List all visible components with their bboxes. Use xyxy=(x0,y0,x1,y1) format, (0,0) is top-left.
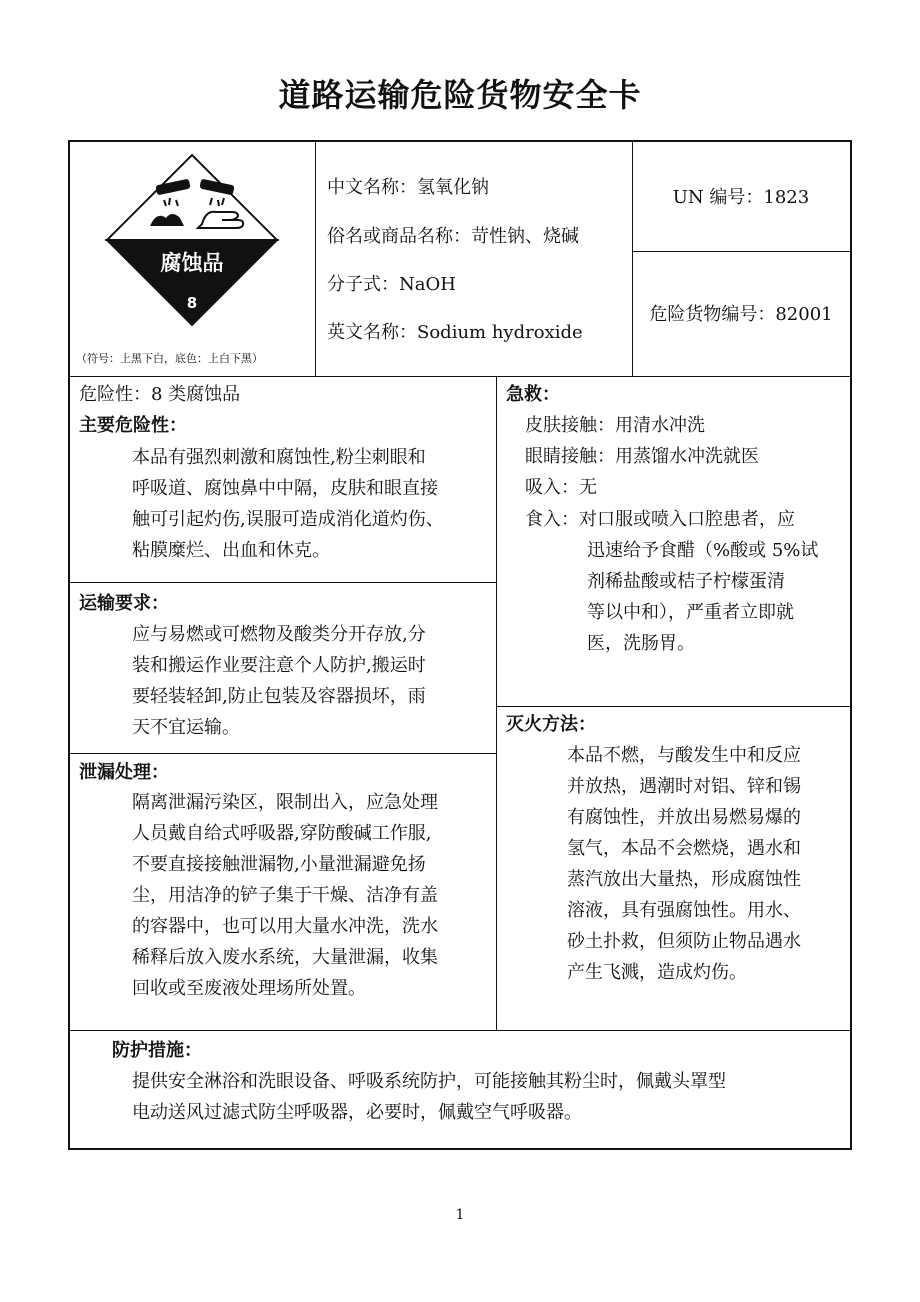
text-line: 回收或至废液处理场所处置。 xyxy=(132,978,366,999)
text-line: 蒸汽放出大量热，形成腐蚀性 xyxy=(567,869,801,890)
symbol-label: 腐蚀品 xyxy=(160,251,224,275)
code-divider xyxy=(632,142,633,376)
code-row-divider xyxy=(632,251,850,252)
safety-card xyxy=(68,140,852,1150)
dangerous-goods-number: 危险货物编号：82001 xyxy=(649,304,833,325)
text-line: 隔离泄漏污染区，限制出入，应急处理 xyxy=(132,792,438,813)
protection-text xyxy=(132,1066,726,1128)
text-line: 本品有强烈刺激和腐蚀性,粉尘刺眼和 xyxy=(132,447,426,468)
chinese-name: 中文名称：氢氧化钠 xyxy=(327,177,489,198)
first-aid-label: 急救： xyxy=(506,384,560,405)
transport-leak-divider xyxy=(70,753,496,754)
text-line: 尘，用洁净的铲子集于干燥、洁净有盖 xyxy=(132,885,438,906)
text-line: 电动送风过滤式防尘呼吸器，必要时，佩戴空气呼吸器。 xyxy=(132,1102,582,1123)
main-hazard-label: 主要危险性： xyxy=(79,415,187,436)
symbol-class-number: 8 xyxy=(186,294,198,312)
text-line: 要轻装轻卸,防止包装及容器损坏，雨 xyxy=(132,686,426,707)
leak-label: 泄漏处理： xyxy=(79,762,169,783)
text-line: 呼吸道、腐蚀鼻中中隔，皮肤和眼直接 xyxy=(132,478,438,499)
header-divider xyxy=(70,376,850,377)
skin-contact: 皮肤接触：用清水冲洗 xyxy=(525,415,705,436)
symbol-caption: （符号：上黑下白，底色：上白下黑） xyxy=(76,352,263,365)
inhalation: 吸入：无 xyxy=(525,477,597,498)
un-number: UN 编号：1823 xyxy=(672,187,810,208)
diamond-top-white xyxy=(107,155,277,240)
text-line: 人员戴自给式呼吸器,穿防酸碱工作服, xyxy=(132,823,432,844)
text-line: 触可引起灼伤,误服可造成消化道灼伤、 xyxy=(132,509,444,530)
transport-text xyxy=(132,619,426,743)
main-hazard-text xyxy=(132,442,444,566)
protection-label: 防护措施： xyxy=(112,1040,202,1061)
eye-contact: 眼睛接触：用蒸馏水冲洗就医 xyxy=(525,446,759,467)
hazard-class-line: 危险性：8 类腐蚀品 xyxy=(79,384,241,405)
text-line: 有腐蚀性，并放出易燃易爆的 xyxy=(567,807,801,828)
symbol-divider xyxy=(315,142,316,376)
page-number: 1 xyxy=(455,1207,465,1223)
text-line: 不要直接接触泄漏物,小量泄漏避免扬 xyxy=(132,854,426,875)
text-line: 砂土扑救，但须防止物品遇水 xyxy=(567,931,801,952)
leak-text xyxy=(132,787,438,1004)
text-line: 溶液，具有强腐蚀性。用水、 xyxy=(567,900,801,921)
text-line: 装和搬运作业要注意个人防护,搬运时 xyxy=(132,655,426,676)
text-line: 应与易燃或可燃物及酸类分开存放,分 xyxy=(132,624,426,645)
text-line: 剂稀盐酸或桔子柠檬蛋清 xyxy=(587,571,785,592)
text-line: 等以中和），严重者立即就 xyxy=(587,602,794,623)
ingestion-line-1: 食入：对口服或喷入口腔患者，应 xyxy=(525,509,795,530)
hazard-transport-divider xyxy=(70,582,496,583)
text-line: 粘膜糜烂、出血和休克。 xyxy=(132,540,330,561)
page-title: 道路运输危险货物安全卡 xyxy=(278,76,642,114)
molecular-formula: 分子式：NaOH xyxy=(327,274,456,295)
text-line: 产生飞溅，造成灼伤。 xyxy=(567,962,747,983)
text-line: 迅速给予食醋（%酸或 5%试 xyxy=(587,540,819,561)
text-line: 氢气，本品不会燃烧，遇水和 xyxy=(567,838,801,859)
fire-label: 灭火方法： xyxy=(506,714,596,735)
text-line: 天不宜运输。 xyxy=(132,717,240,738)
fire-text xyxy=(567,740,801,988)
protection-divider xyxy=(70,1030,850,1031)
transport-label: 运输要求： xyxy=(79,593,169,614)
ingestion-text xyxy=(587,535,818,659)
text-line: 稀释后放入废水系统，大量泄漏，收集 xyxy=(132,947,438,968)
body-column-divider xyxy=(496,376,497,1030)
corrosive-hazard-symbol xyxy=(104,152,280,330)
text-line: 本品不燃，与酸发生中和反应 xyxy=(567,745,801,766)
firstaid-fire-divider xyxy=(496,706,850,707)
common-name: 俗名或商品名称：苛性钠、烧碱 xyxy=(327,226,579,247)
text-line: 并放热，遇潮时对铝、锌和锡 xyxy=(567,776,801,797)
text-line: 提供安全淋浴和洗眼设备、呼吸系统防护，可能接触其粉尘时，佩戴头罩型 xyxy=(132,1071,726,1092)
english-name: 英文名称：Sodium hydroxide xyxy=(327,322,583,343)
text-line: 的容器中，也可以用大量水冲洗，洗水 xyxy=(132,916,438,937)
text-line: 医，洗肠胃。 xyxy=(587,633,695,654)
